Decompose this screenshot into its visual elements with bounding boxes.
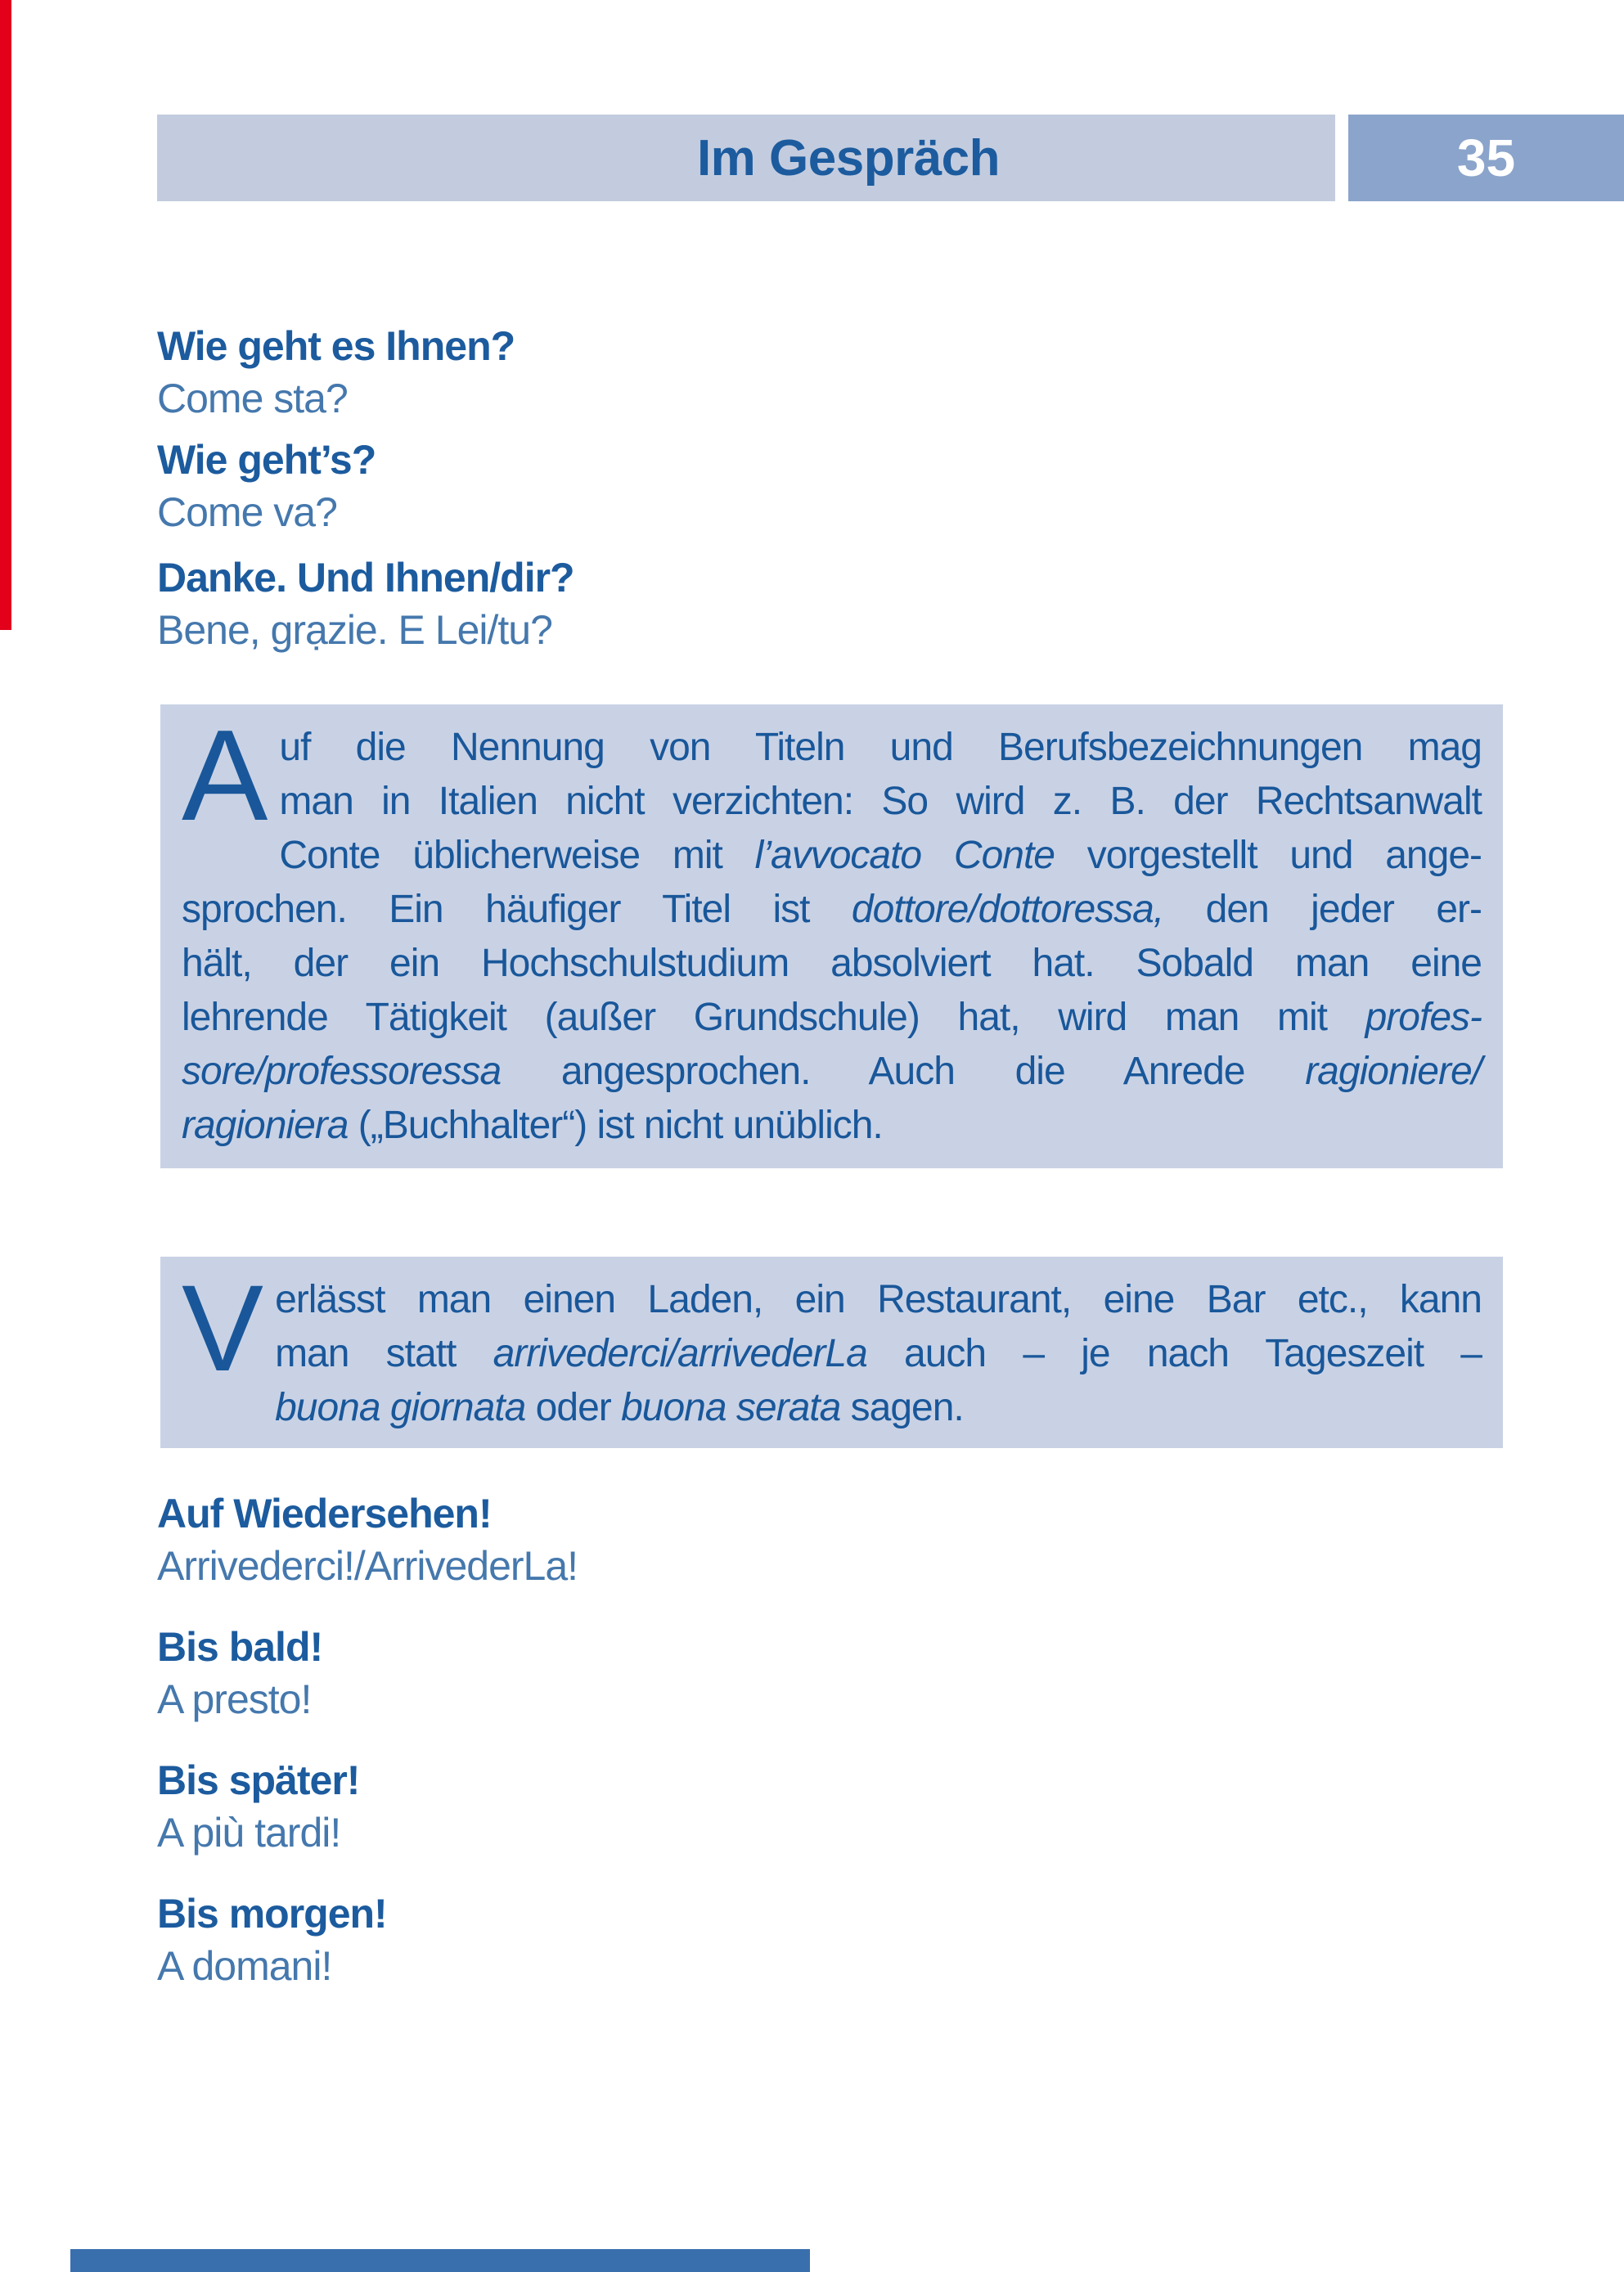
text-segment: sagen.: [840, 1386, 964, 1429]
page-title: Im Gespräch: [696, 129, 1001, 187]
phrase-italian: Bene, grạzie. E Lei/tu?: [157, 607, 552, 653]
info-box-line: [182, 937, 1482, 991]
phrase-italian: A presto!: [157, 1676, 312, 1722]
italian-term: buona giornata: [275, 1386, 526, 1429]
phrase-pair: [157, 1621, 1507, 1727]
page-header: [0, 115, 1624, 201]
info-box-line: [182, 721, 1482, 775]
phrase-pair: [157, 1487, 1507, 1594]
phrase-italian: A più tardi!: [157, 1810, 341, 1856]
footer-color-bar: [70, 2249, 810, 2272]
italian-term: profes-: [1365, 996, 1482, 1039]
phrase-pair: [157, 1754, 1507, 1860]
page-edge-red-tab: [0, 0, 11, 630]
text-segment: erlässt man einen Laden, ein Restaurant, eine Bar etc., kann: [275, 1278, 1482, 1321]
text-segment: lehrende Tätigkeit (außer Grundschule) hat, wird man mit: [182, 996, 1365, 1039]
phrase-pair: [157, 551, 1507, 658]
italian-term: sore/professoressa: [182, 1050, 502, 1093]
info-box-line: [182, 991, 1482, 1045]
italian-term: l’avvocato Conte: [754, 834, 1055, 877]
phrase-german: Wie geht es Ihnen?: [157, 323, 515, 369]
info-box-text: [182, 1259, 1482, 1435]
text-segment: („Buchhalter“) ist nicht unüblich.: [348, 1104, 883, 1147]
phrase-german: Bis bald!: [157, 1624, 323, 1670]
info-box-farewell: [160, 1257, 1503, 1448]
phrase-german: Danke. Und Ihnen/dir?: [157, 555, 574, 601]
text-segment: den jeder er-: [1163, 888, 1482, 931]
info-box-line: [182, 1327, 1482, 1381]
info-box-text: [182, 704, 1482, 1153]
info-box-line: [182, 775, 1482, 829]
phrase-german: Wie geht’s?: [157, 437, 376, 483]
text-segment: sprochen. Ein häufiger Titel ist: [182, 888, 852, 931]
phrase-italian: Arrivederci!/ArrivederLa!: [157, 1543, 578, 1589]
phrase-italian: A domani!: [157, 1943, 332, 1989]
drop-cap: A: [182, 704, 268, 848]
italian-term: ragioniera: [182, 1104, 349, 1147]
text-segment: hält, der ein Hochschulstudium absolviert hat. Sobald man eine: [182, 942, 1482, 985]
phrase-pair: [157, 434, 1507, 540]
text-segment: man statt: [275, 1332, 493, 1375]
phrase-german: Auf Wiedersehen!: [157, 1491, 492, 1536]
page-number: 35: [1456, 128, 1516, 187]
text-segment: auch – je nach Tageszeit –: [866, 1332, 1482, 1375]
info-box-line: [182, 1099, 1482, 1153]
italian-term: ragioniere/: [1305, 1050, 1482, 1093]
text-segment: man in Italien nicht verzichten: So wird z. B. der Rechtsanwalt: [279, 780, 1482, 823]
info-box-line: [182, 1045, 1482, 1099]
phrase-italian: Come sta?: [157, 376, 348, 421]
italian-term: arrivederci/arrivederLa: [493, 1332, 867, 1375]
phrase-italian: Come va?: [157, 489, 337, 535]
italian-term: dottore/dottoressa,: [851, 888, 1164, 931]
info-box-line: [182, 1273, 1482, 1327]
text-segment: vorgestellt und ange-: [1055, 834, 1482, 877]
phrase-german: Bis später!: [157, 1757, 360, 1803]
italian-term: buona serata: [621, 1386, 841, 1429]
info-box-titles: [160, 704, 1503, 1168]
info-box-line: [182, 1381, 1482, 1435]
page-number-box: [1348, 115, 1624, 201]
text-segment: Conte üblicherweise mit: [279, 834, 755, 877]
phrase-pair: [157, 1887, 1507, 1994]
info-box-line: [182, 883, 1482, 937]
phrase-pair: [157, 320, 1507, 426]
info-box-line: [182, 829, 1482, 883]
text-segment: angesprochen. Auch die Anrede: [501, 1050, 1306, 1093]
phrase-german: Bis morgen!: [157, 1891, 387, 1937]
drop-cap: V: [182, 1259, 264, 1397]
text-segment: uf die Nennung von Titeln und Berufsbezeichnungen mag: [279, 726, 1482, 769]
text-segment: oder: [525, 1386, 622, 1429]
